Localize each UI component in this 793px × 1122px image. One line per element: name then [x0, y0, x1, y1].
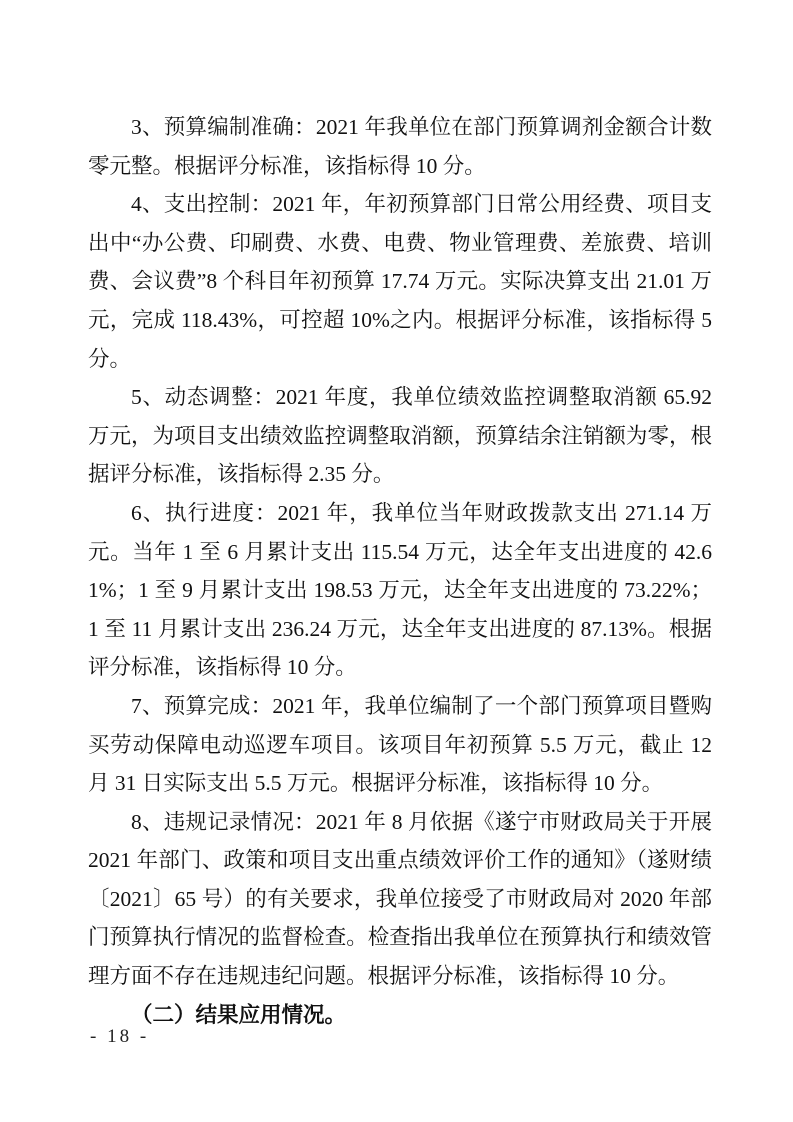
paragraph-8-violation-record: 8、违规记录情况：2021 年 8 月依据《遂宁市财政局关于开展 2021 年部门、政策和项目支出重点绩效评价工作的通知》（遂财绩〔2021〕65 号）的有关要求，我单位接受了市财政局对 2020 年部门预算执行情况的监督检查。检查指出我单位在预算执行和绩效管理方面不存在违规违纪问题。根据评分标准，该指标得 10 分。	[88, 809, 712, 989]
paragraph-7-budget-completion: 7、预算完成：2021 年，我单位编制了一个部门预算项目暨购买劳动保障电动巡逻车项目。该项目年初预算 5.5 万元，截止 12 月 31 日实际支出 5.5 万元。根据评分标准，该指标得 10 分。	[88, 693, 712, 796]
paragraph-3-budget-accuracy: 3、预算编制准确：2021 年我单位在部门预算调剂金额合计数零元整。根据评分标准，该指标得 10 分。	[88, 115, 712, 178]
paragraph-5-dynamic-adjustment: 5、动态调整：2021 年度，我单位绩效监控调整取消额 65.92 万元，为项目支出绩效监控调整取消额，预算结余注销额为零，根据评分标准，该指标得 2.35 分。	[88, 385, 712, 487]
page-number: - 18 -	[90, 1026, 150, 1047]
document-body	[88, 108, 712, 1034]
paragraph-4-expenditure-control: 4、支出控制：2021 年，年初预算部门日常公用经费、项目支出中“办公费、印刷费、水费、电费、物业管理费、差旅费、培训费、会议费”8 个科目年初预算 17.74 万元。实际决算支出 21.01 万元，完成 118.43%，可控超 10%之内。根据评分标准，该指标得 5 分。	[88, 192, 712, 371]
section-heading-result-application: （二）结果应用情况。	[131, 1002, 347, 1027]
paragraph-6-execution-progress: 6、执行进度：2021 年，我单位当年财政拨款支出 271.14 万元。当年 1 至 6 月累计支出 115.54 万元，达全年支出进度的 42.61%；1 至 9 月累计支出 198.53 万元，达全年支出进度的 73.22%；1 至 11 月累计支出 236.24 万元，达全年支出进度的 87.13%。根据评分标准，该指标得 10 分。	[88, 500, 712, 680]
